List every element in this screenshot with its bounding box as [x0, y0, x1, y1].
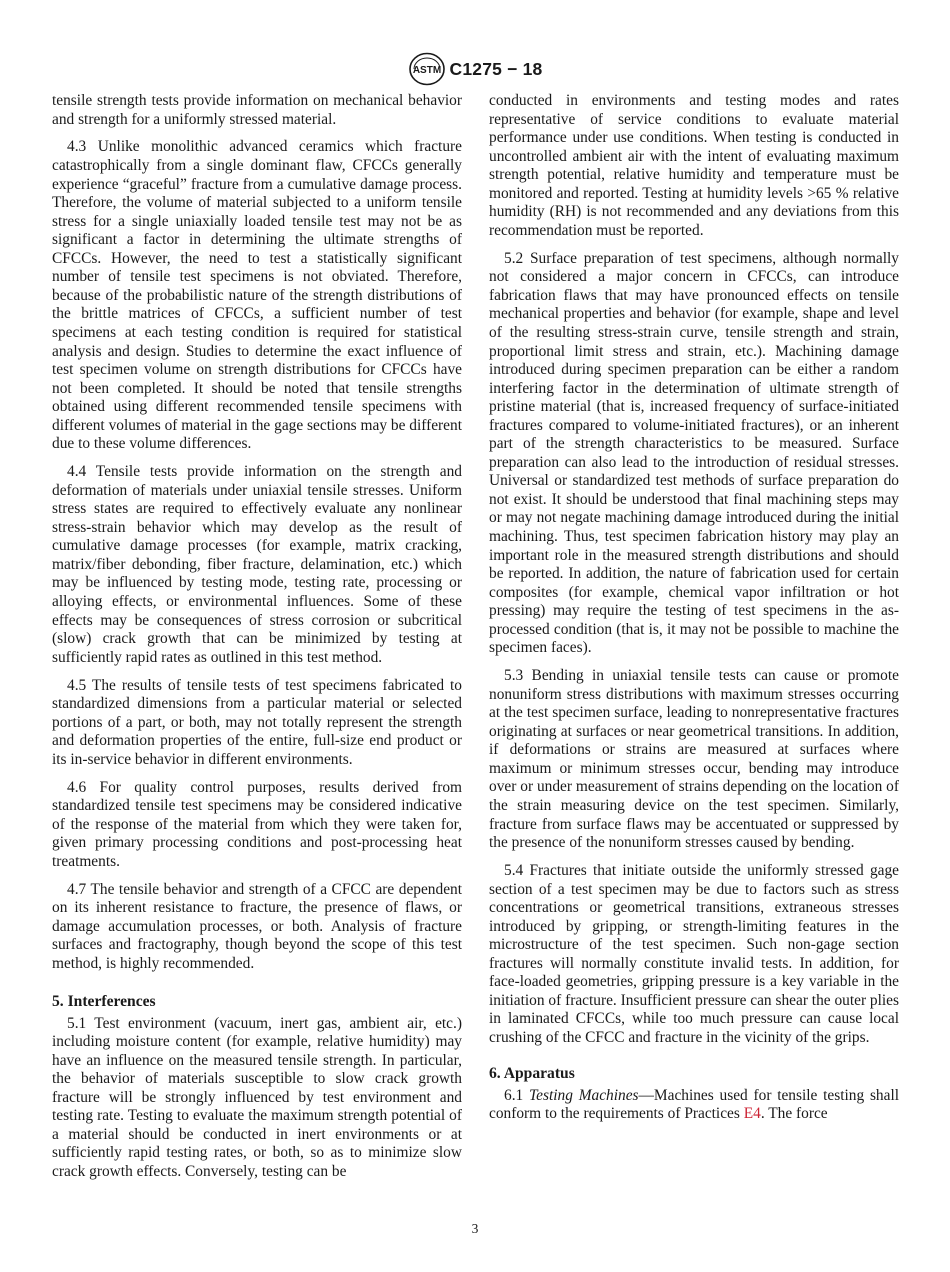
paragraph-4-4: 4.4 Tensile tests provide information on the strength and deformation of materials under uniaxial tensile stresses. Uniform stress states are required to effectively evaluate any nonlinear stress-strain behavior which may develop as the result of cumulative damage processes (for example, matrix cracking, matrix/fiber debonding, fiber fracture, delamination, etc.) which may be influenced by testing mode, testing rate, processing or alloying effects, or environmental influences. Some of these effects may be consequences of stress corrosion or subcritical (slow) crack growth that can be minimized by testing at sufficiently rapid rates as outlined in this test method. — [52, 463, 462, 666]
logo-text: ASTM — [412, 65, 441, 76]
paragraph-6-1 — [489, 1087, 899, 1124]
paragraph-continued: tensile strength tests provide information on mechanical behavior and strength for a uniformly stressed material. — [52, 92, 462, 128]
astm-logo-icon — [408, 52, 446, 86]
paragraph-5-2: 5.2 Surface preparation of test specimens, although normally not considered a major concern in CFCCs, can introduce fabrication flaws that may have pronounced effects on tensile mechanical properties and behavior (for example, shape and level of the resulting stress-strain curve, tensile strength and strain, proportional limit stress and strain, etc.). Machining damage introduced during specimen preparation can be either a random interfering factor in the determination of ultimate strength of pristine material (that is, increased frequency of surface-initiated fractures compared to volume-initiated fractures), or an inherent part of the strength characteristics to be measured. Surface preparation can also lead to the introduction of residual stresses. Universal or standardized test methods of surface preparation do not exist. It should be understood that final machining steps may or may not negate machining damage introduced during the initial machining. Thus, test specimen fabrication history may play an important role in the measured strength distributions and should be reported. In addition, the nature of fabrication used for certain composites (for example, chemical vapor infiltration or hot pressing) may require the testing of test specimens in the as-processed condition (that is, it may not be possible to machine the specimen faces). — [489, 249, 899, 657]
right-column — [489, 92, 899, 1133]
paragraph-6-1-term: Testing Machines — [529, 1086, 639, 1104]
reference-link-e4[interactable]: E4 — [743, 1105, 761, 1123]
paragraph-5-3: 5.3 Bending in uniaxial tensile tests can cause or promote nonuniform stress distributions with maximum stresses occurring at the test specimen surface, leading to nonrepresentative fractures originating at surfaces or near geometrical transitions. In addition, if deformations or strains are measured at surfaces where maximum or minimum stresses occur, bending may introduce over or under measurement of strains depending on the location of the strain measuring device on the test specimen. Similarly, fracture from surface flaws may be accentuated or suppressed by the presence of the nonuniform stresses caused by bending. — [489, 667, 899, 852]
section-heading-interferences: 5. Interferences — [52, 992, 156, 1010]
paragraph-4-6: 4.6 For quality control purposes, results derived from standardized tensile test specimens may be considered indicative of the response of the material from which they were taken for, given primary processing conditions and post-processing heat treatments. — [52, 778, 462, 870]
page-number: 3 — [471, 1221, 479, 1236]
paragraph-6-1-end: . The force — [760, 1105, 828, 1123]
page-header — [0, 52, 950, 86]
standard-designation: C1275 − 18 — [449, 58, 543, 79]
paragraph-6-1-text: —Machines used for tensile testing shall conform to the requirements of Practices — [489, 1086, 900, 1123]
paragraph-continued: conducted in environments and testing modes and rates representative of service conditions to evaluate material performance under use conditions. When testing is conducted in uncontrolled ambient air with the intent of evaluating maximum strength potential, relative humidity and temperature must be monitored and reported. Testing at humidity levels >65 % relative humidity (RH) is not recommended and any deviations from this recommendation must be reported. — [489, 92, 899, 239]
section-heading-apparatus: 6. Apparatus — [489, 1064, 575, 1082]
paragraph-5-4: 5.4 Fractures that initiate outside the uniformly stressed gage section of a test specimen may be due to factors such as stress concentrations or geometrical transitions, extraneous stresses introduced by gripping, or strength-limiting features in the microstructure of the test specimen. Such non-gage section fractures will normally constitute invalid tests. In addition, for face-loaded geometries, gripping pressure is a key variable in the initiation of fracture. Insufficient pressure can shear the outer plies in laminated CFCCs, while too much pressure can cause local crushing of the CFCC and fracture in the vicinity of the grips. — [489, 862, 899, 1046]
left-column — [52, 92, 462, 1191]
paragraph-6-1-number: 6.1 — [504, 1086, 530, 1104]
paragraph-4-7: 4.7 The tensile behavior and strength of a CFCC are dependent on its inherent resistance to fracture, the presence of flaws, or damage accumulation processes, or both. Analysis of fracture surfaces and fractography, though beyond the scope of this test method, is highly recommended. — [52, 880, 462, 973]
paragraph-4-3: 4.3 Unlike monolithic advanced ceramics which fracture catastrophically from a single dominant flaw, CFCCs generally experience “graceful” fracture from a cumulative damage process. Therefore, the volume of material subjected to a uniform tensile stress for a single uniaxially loaded tensile test may not be as significant a factor in determining the ultimate strengths of CFCCs. However, the need to test a statistically significant number of tensile test specimens is not obviated. Therefore, because of the probabilistic nature of the strength distributions of the brittle matrices of CFCCs, a sufficient number of test specimens at each testing condition is required for statistical analysis and design. Studies to determine the exact influence of test specimen volume on strength distributions for CFCCs have not been completed. It should be noted that tensile strengths obtained using different recommended tensile specimens with different volumes of material in the gage sections may be different due to these volume differences. — [52, 138, 462, 453]
paragraph-5-1: 5.1 Test environment (vacuum, inert gas, ambient air, etc.) including moisture content (for example, relative humidity) may have an influence on the measured tensile strength. In particular, the behavior of materials susceptible to slow crack growth fracture will be strongly influenced by test environment and testing rate. Testing to evaluate the maximum strength potential of a material should be conducted in inert environments or at sufficiently rapid testing rates, or both, so as to minimize slow crack growth effects. Conversely, testing can be — [52, 1014, 462, 1180]
paragraph-4-5: 4.5 The results of tensile tests of test specimens fabricated to standardized dimensions from a particular material or selected portions of a part, or both, may not totally represent the strength and deformation properties of the entire, full-size end product or its in-service behavior in different environments. — [52, 676, 462, 768]
